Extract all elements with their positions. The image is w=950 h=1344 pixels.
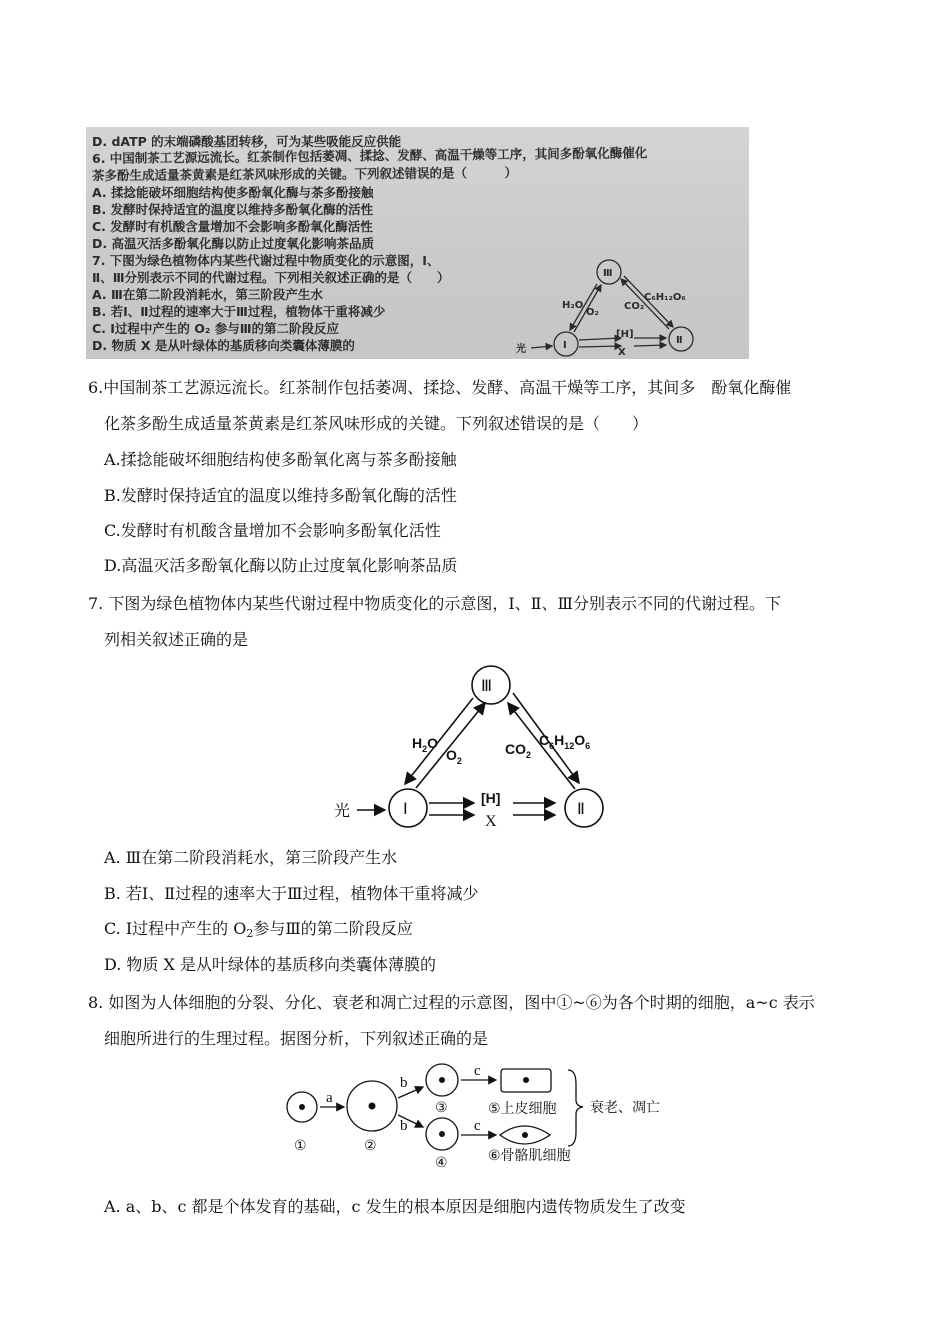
label-b-up: b	[400, 1075, 408, 1091]
glucose-label: $C_6H_{12}O_6$	[539, 732, 591, 751]
q7-option-c: C. Ⅰ过程中产生的 $O_2$参与Ⅲ的第二阶段反应	[104, 919, 413, 940]
scan-node-III-label: Ⅲ	[603, 268, 613, 279]
scan-glucose-label: C₆H₁₂O₆	[644, 292, 686, 303]
label-a: a	[326, 1090, 333, 1106]
label-3: ③	[435, 1100, 448, 1116]
scan-metabolism-diagram	[86, 127, 749, 359]
q7-option-a: A. Ⅲ在第二阶段消耗水，第三阶段产生水	[104, 848, 398, 867]
scan-line: C. 发酵时有机酸含量增加不会影响多酚氧化酶活性	[92, 219, 373, 234]
scan-line: 茶多酚生成适量茶黄素是红茶风味形成的关键。下列叙述错误的是（ ）	[91, 165, 518, 183]
node-I-circle	[389, 789, 427, 827]
q6-stem-line-2: 化茶多酚生成适量茶黄素是红茶风味形成的关键。下列叙述错误的是（ ）	[104, 414, 649, 433]
h-label: [H]	[481, 790, 501, 806]
q7-option-b: B. 若Ⅰ、Ⅱ过程的速率大于Ⅲ过程，植物体干重将减少	[104, 884, 479, 903]
q8-stem-line-1: 8. 如图为人体细胞的分裂、分化、衰老和凋亡过程的示意图，图中①~⑥为各个时期的细胞，a~c 表示	[88, 993, 815, 1012]
scan-line: D. dATP 的末端磷酸基团转移，可为某些吸能反应供能	[92, 134, 402, 149]
co2-label: $CO_2$	[505, 741, 532, 760]
label-2: ②	[364, 1138, 377, 1154]
scan-line: Ⅱ、Ⅲ分别表示不同的代谢过程。下列相关叙述正确的是（ ）	[92, 270, 450, 285]
q6-option-a: A.揉捻能破坏细胞结构使多酚氧化离与茶多酚接触	[104, 450, 457, 469]
scan-line: D. 物质 X 是从叶绿体的基质移向类囊体薄膜的	[92, 338, 355, 353]
light-label: 光	[334, 801, 351, 820]
label-fate: 衰老、凋亡	[590, 1100, 660, 1116]
scan-line: 7. 下图为绿色植物体内某些代谢过程中物质变化的示意图，Ⅰ、	[92, 253, 440, 268]
label-c-up: c	[474, 1063, 481, 1079]
label-cell-5: ⑤上皮细胞	[488, 1101, 557, 1117]
q8-cell-process-diagram	[278, 1060, 678, 1175]
q7-stem-line-2: 列相关叙述正确的是	[104, 630, 249, 649]
q7-metabolism-diagram	[330, 660, 620, 840]
scan-line: 6. 中国制茶工艺源远流长。红茶制作包括萎凋、揉捻、发酵、高温干燥等工序，其间多酚氧化酶催化	[91, 145, 648, 166]
scan-node-I-label: Ⅰ	[563, 340, 567, 351]
brace	[568, 1070, 583, 1146]
q8-stem-line-2: 细胞所进行的生理过程。据图分析，下列叙述正确的是	[104, 1029, 489, 1048]
label-c-down: c	[474, 1118, 481, 1134]
q6-option-d: D.高温灭活多酚氧化酶以防止过度氧化影响茶品质	[104, 556, 458, 575]
node-III-label: Ⅲ	[481, 678, 493, 695]
scan-h-label: [H]	[616, 329, 634, 340]
x-label: X	[485, 813, 497, 830]
scan-line: B. 若Ⅰ、Ⅱ过程的速率大于Ⅲ过程，植物体干重将减少	[92, 304, 386, 319]
node-II-label: Ⅱ	[577, 801, 585, 818]
scanned-question-image	[86, 127, 749, 359]
scan-light-label: 光	[516, 344, 526, 355]
q8-option-a: A. a、b、c 都是个体发育的基础，c 发生的根本原因是细胞内遗传物质发生了改变	[104, 1197, 686, 1216]
label-4: ④	[435, 1155, 448, 1171]
node-I-label: Ⅰ	[403, 801, 408, 818]
q6-option-c: C.发酵时有机酸含量增加不会影响多酚氧化活性	[104, 521, 441, 540]
scan-line: C. Ⅰ过程中产生的 O₂ 参与Ⅲ的第二阶段反应	[92, 321, 340, 336]
scan-h2o-label: H₂O	[562, 300, 584, 311]
label-cell-6: ⑥骨骼肌细胞	[488, 1148, 571, 1164]
scan-co2-label: CO₂	[624, 301, 645, 312]
q7-option-d: D. 物质 X 是从叶绿体的基质移向类囊体薄膜的	[104, 955, 436, 974]
scan-line: B. 发酵时保持适宜的温度以维持多酚氧化酶的活性	[92, 202, 374, 217]
scan-line: D. 高温灭活多酚氧化酶以防止过度氧化影响茶品质	[92, 236, 374, 251]
o2-label: $O_2$	[446, 747, 462, 766]
label-b-down: b	[400, 1118, 408, 1134]
q6-option-b: B.发酵时保持适宜的温度以维持多酚氧化酶的活性	[104, 486, 457, 505]
scan-x-label: X	[618, 347, 626, 358]
scan-line: A. Ⅲ在第二阶段消耗水，第三阶段产生水	[92, 287, 323, 302]
q7-stem-line-1: 7. 下图为绿色植物体内某些代谢过程中物质变化的示意图，Ⅰ、Ⅱ、Ⅲ分别表示不同的代谢过程。下	[88, 594, 781, 613]
label-1: ①	[294, 1138, 307, 1154]
scan-o2-label: O₂	[586, 307, 599, 318]
q6-stem-line-1: 6.中国制茶工艺源远流长。红茶制作包括萎凋、揉捻、发酵、高温干燥等工序，其间多 酚氧化酶催	[88, 378, 792, 397]
scan-node-II-label: Ⅱ	[676, 335, 683, 346]
h2o-label: $H_2O$	[412, 735, 439, 754]
scan-line: A. 揉捻能破坏细胞结构使多酚氧化酶与茶多酚接触	[92, 185, 374, 200]
